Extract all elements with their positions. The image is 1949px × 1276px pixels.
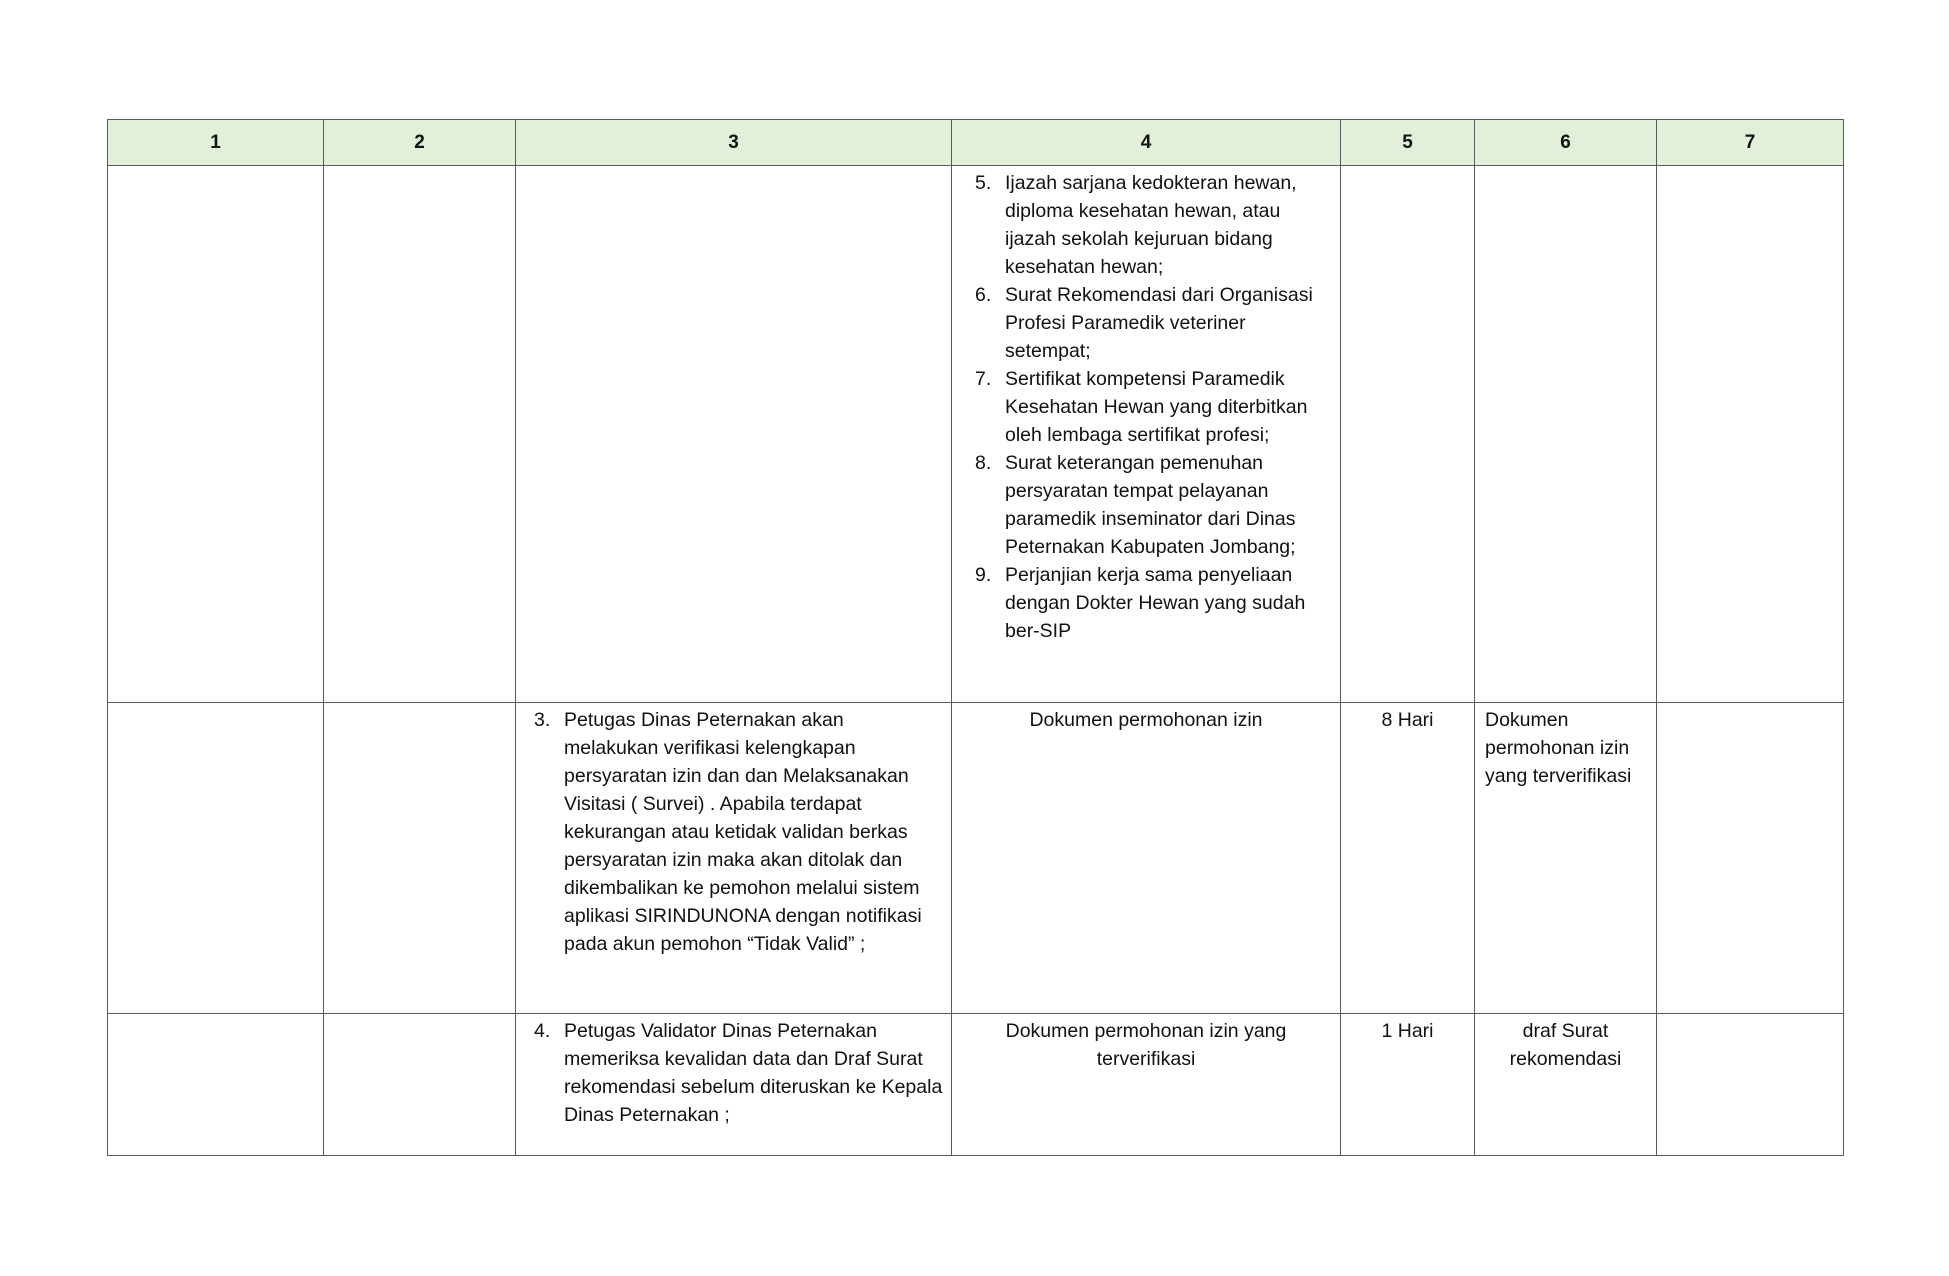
list-item-number: 6. [975, 284, 992, 306]
list-item [975, 281, 1320, 365]
step-description: Petugas Dinas Peternakan akan melakukan verifikasi kelengkapan persyaratan izin dan dan Melaksanakan Visitasi ( Survei) . Apabila terdapat kekurangan atau ketidak validan berkas persyaratan izin maka akan ditolak dan dikembalikan ke pemohon melalui sistem aplikasi SIRINDUNONA dengan notifikasi pada akun pemohon “Tidak Valid” ; [564, 709, 922, 955]
step-item [516, 1014, 951, 1129]
cell-col-7 [1657, 1014, 1844, 1156]
duration-text: 1 Hari [1381, 1020, 1434, 1042]
table-header [108, 120, 1844, 166]
header-col-7: 7 [1657, 120, 1844, 166]
header-col-4: 4 [952, 120, 1341, 166]
cell-col-6 [1475, 166, 1657, 703]
cell-col-1 [108, 166, 324, 703]
cell-col-4 [952, 1014, 1341, 1156]
output-text: draf Surat rekomendasi [1509, 1020, 1622, 1070]
list-item-number: 7. [975, 368, 992, 390]
table-row [108, 703, 1844, 1014]
step-number: 4. [534, 1020, 551, 1042]
cell-col-1 [108, 1014, 324, 1156]
cell-col-4 [952, 166, 1341, 703]
header-col-2: 2 [324, 120, 516, 166]
header-col-6: 6 [1475, 120, 1657, 166]
table-row [108, 166, 1844, 703]
list-item-text: Surat Rekomendasi dari Organisasi Profesi Paramedik veteriner setempat; [1005, 284, 1313, 362]
list-item [534, 706, 943, 958]
list-item [534, 1017, 943, 1129]
list-item-number: 9. [975, 564, 992, 586]
cell-col-6 [1475, 1014, 1657, 1156]
list-item [975, 561, 1320, 645]
list-item-number: 5. [975, 172, 992, 194]
list-item-text: Ijazah sarjana kedokteran hewan, diploma kesehatan hewan, atau ijazah sekolah kejuruan bidang kesehatan hewan; [1005, 172, 1297, 278]
cell-col-5 [1341, 703, 1475, 1014]
requirement-text: Dokumen permohonan izin [1029, 709, 1263, 731]
cell-col-3 [516, 703, 952, 1014]
header-col-1: 1 [108, 120, 324, 166]
cell-col-1 [108, 703, 324, 1014]
requirement-text: Dokumen permohonan izin yang terverifikasi [1005, 1020, 1287, 1070]
cell-col-7 [1657, 703, 1844, 1014]
list-item-text: Sertifikat kompetensi Paramedik Kesehatan Hewan yang diterbitkan oleh lembaga sertifikat profesi; [1005, 368, 1308, 446]
output-text: Dokumen permohonan izin yang terverifikasi [1485, 709, 1632, 787]
table-body [108, 166, 1844, 1156]
list-item [975, 365, 1320, 449]
cell-col-5 [1341, 166, 1475, 703]
cell-col-3 [516, 166, 952, 703]
cell-col-2 [324, 1014, 516, 1156]
cell-col-3 [516, 1014, 952, 1156]
list-item [975, 449, 1320, 561]
step-number: 3. [534, 709, 551, 731]
cell-col-2 [324, 166, 516, 703]
step-item [516, 703, 951, 958]
list-item-number: 8. [975, 452, 992, 474]
cell-col-6 [1475, 703, 1657, 1014]
list-item-text: Perjanjian kerja sama penyeliaan dengan Dokter Hewan yang sudah ber-SIP [1005, 564, 1306, 642]
cell-col-7 [1657, 166, 1844, 703]
header-row [108, 120, 1844, 166]
table-row [108, 1014, 1844, 1156]
document-page [107, 119, 1843, 1156]
list-item-text: Surat keterangan pemenuhan persyaratan tempat pelayanan paramedik inseminator dari Dinas Peternakan Kabupaten Jombang; [1005, 452, 1296, 558]
header-col-5: 5 [1341, 120, 1475, 166]
cell-col-5 [1341, 1014, 1475, 1156]
procedure-table [107, 119, 1844, 1156]
duration-text: 8 Hari [1381, 709, 1434, 731]
step-description: Petugas Validator Dinas Peternakan memeriksa kevalidan data dan Draf Surat rekomendasi sebelum diteruskan ke Kepala Dinas Peternakan ; [564, 1020, 943, 1126]
cell-col-4 [952, 703, 1341, 1014]
cell-col-2 [324, 703, 516, 1014]
requirements-list [952, 166, 1340, 645]
header-col-3: 3 [516, 120, 952, 166]
list-item [975, 169, 1320, 281]
